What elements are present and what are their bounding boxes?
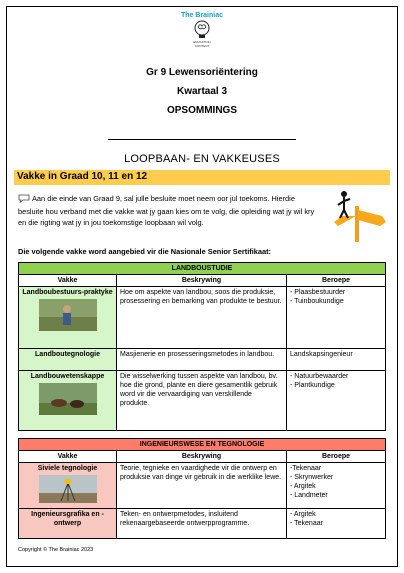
description: Hoe om aspekte van landbou, soos die produksie, prosessering en bemarking van produkte te bestuur. [117, 287, 287, 349]
speech-bubble-icon [18, 194, 30, 206]
career-item: - Tekenaar [290, 520, 323, 527]
subject-name: Landboubestuurs-praktyke [22, 289, 113, 296]
col-beskrywing: Beskrywing [117, 451, 287, 463]
table-row [19, 349, 386, 371]
grade-title: Gr 9 Lewensoriëntering [146, 67, 258, 78]
engineering-table [18, 438, 386, 539]
table-row [19, 463, 386, 509]
description: Die wisselwerking tussen aspekte van landbou, bv. hoe die grond, plante en diere gesamentlik gebruik word vir die vervaardiging van verskillende produkte. [117, 371, 287, 431]
career-item: - Argitek [290, 483, 316, 490]
section-title: LOOPBAAN- EN VAKKEUSES [124, 153, 280, 165]
description: Masjienerie en prosesseringsmetodes in landbou. [117, 349, 287, 371]
brand-logo [175, 12, 229, 48]
subject-name: Siviele tegnologie [37, 465, 98, 472]
career-item: - Natuurbewaarder [290, 373, 349, 380]
subject-name: Ingenieursgrafika en - ontwerp [19, 509, 117, 539]
logo-name: The Brainiac [180, 12, 223, 19]
surveyor-photo [39, 475, 97, 503]
engineering-band: INGENIEURSWESE EN TEGNOLOGIE [19, 439, 386, 451]
subjects-heading: Vakke in Graad 10, 11 en 12 [14, 170, 390, 185]
career-item: - Skrynwerker [290, 474, 334, 481]
agriculture-band: LANDBOUSTUDIE [19, 263, 386, 275]
career-item: - Argitek [290, 511, 316, 518]
career-item: - Plaasbestuurder [290, 289, 346, 296]
career-item: - Plantkundige [290, 382, 335, 389]
table-row [19, 287, 386, 349]
career-item: - Landmeter [290, 492, 328, 499]
logo-tagline: CONTENT [194, 44, 210, 48]
description: Teorie, tegnieke en vaardighede vir die ontwerp en produksie van dinge vir gebruik in die werklike lewe. [117, 463, 287, 509]
col-beskrywing: Beskrywing [117, 275, 287, 287]
description: Teken- en ontwerpmetodes, insluitend rekenaargebaseerde ontwerpprogramme. [117, 509, 287, 539]
subject-name: Landboutegnologie [19, 349, 117, 371]
career-item: Landskapsingenieur [287, 349, 386, 371]
career-item: -Tekenaar [290, 465, 322, 472]
table-row [19, 371, 386, 431]
career-item: - Tuinboukundige [290, 298, 344, 305]
logo-tag: EDUCATION [193, 40, 211, 44]
intro-paragraph [18, 193, 318, 228]
term-title: Kwartaal 3 [176, 86, 228, 97]
cattle-photo [39, 383, 97, 415]
table-row [19, 509, 386, 539]
subject-name: Landbouwetenskappe [30, 373, 105, 380]
copyright: Copyright © The Brainiac 2023 [18, 547, 94, 553]
col-vak: Vakke [19, 451, 117, 463]
intro-text: Aan die einde van Graad 9, sal julle besluite moet neem oor jul toekoms. Hierdie besluite hou verband met die vakke wat jy gaan kies om te volg, die opleiding wat jy wil kry en die rigting wat jy in jou toekomstige loopbaan wil volg. [18, 194, 315, 227]
col-vak: Vakke [19, 275, 117, 287]
col-beroepe: Beroepe [287, 275, 386, 287]
farm-worker-photo [39, 299, 97, 331]
brain-bulb-icon [193, 20, 211, 40]
subjects-subheading: Die volgende vakke word aangebied vir die Nasionale Senior Sertifikaat: [18, 247, 272, 256]
summaries-title: OPSOMMINGS [166, 105, 237, 116]
agriculture-table [18, 262, 386, 431]
divider [108, 139, 296, 140]
crossroads-sign-icon [330, 188, 388, 249]
col-beroepe: Beroepe [287, 451, 386, 463]
